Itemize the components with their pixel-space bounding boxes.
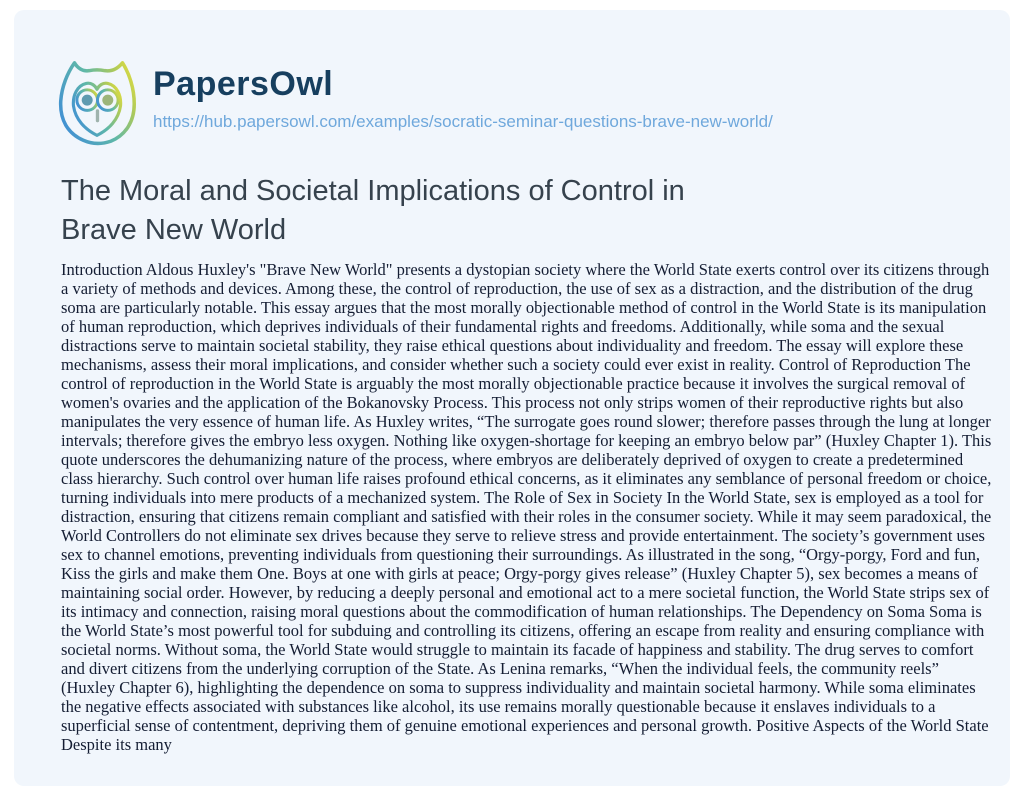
document-title: The Moral and Societal Implications of Control in Brave New World [61,175,685,246]
papersowl-logo [47,55,147,153]
document-card [14,10,1010,786]
source-url-link[interactable]: https://hub.papersowl.com/examples/socratic-seminar-questions-brave-new-world/ [153,112,773,131]
site-header [47,55,773,153]
brand-name: PapersOwl [153,65,334,103]
brand-block [153,55,773,132]
owl-icon [47,55,147,153]
document-body-text: Introduction Aldous Huxley's "Brave New World" presents a dystopian society where the World State exerts control over its citizens through a variety of methods and devices. Among these, the control of reproduction, the use of sex as a distraction, and the distribution of the drug soma are particularly notable. This essay argues that the most morally objectionable method of control in the World State is its manipulation of human reproduction, which deprives individuals of their fundamental rights and freedoms. Additionally, while soma and the sexual distractions serve to maintain societal stability, they raise ethical questions about individuality and freedom. The essay will explore these mechanisms, assess their moral implications, and consider whether such a society could ever exist in reality. Control of Reproduction The control of reproduction in the World State is arguably the most morally objectionable practice because it involves the surgical removal of women's ovaries and the application of the Bokanovsky Process. This process not only strips women of their reproductive rights but also manipulates the very essence of human life. As Huxley writes, “The surrogate goes round slower; therefore passes through the lung at longer intervals; therefore gives the embryo less oxygen. Nothing like oxygen-shortage for keeping an embryo below par” (Huxley Chapter 1). This quote underscores the dehumanizing nature of the process, where embryos are deliberately deprived of oxygen to create a predetermined class hierarchy. Such control over human life raises profound ethical concerns, as it eliminates any semblance of personal freedom or choice, turning individuals into mere products of a mechanized system. The Role of Sex in Society In the World State, sex is employed as a tool for distraction, ensuring that citizens remain compliant and satisfied with their roles in the consumer society. While it may seem paradoxical, the World Controllers do not eliminate sex drives because they serve to relieve stress and provide entertainment. The society’s government uses sex to channel emotions, preventing individuals from questioning their surroundings. As illustrated in the song, “Orgy-porgy, Ford and fun, Kiss the girls and make them One. Boys at one with girls at peace; Orgy-porgy gives release” (Huxley Chapter 5), sex becomes a means of maintaining social order. However, by reducing a deeply personal and emotional act to a mere societal function, the World State strips sex of its intimacy and connection, raising moral questions about the commodification of human relationships. The Dependency on Soma Soma is the World State’s most powerful tool for subduing and controlling its citizens, offering an escape from reality and ensuring compliance with societal norms. Without soma, the World State would struggle to maintain its facade of happiness and stability. The drug serves to comfort and divert citizens from the underlying corruption of the State. As Lenina remarks, “When the individual feels, the community reels” (Huxley Chapter 6), highlighting the dependence on soma to suppress individuality and maintain societal harmony. While soma eliminates the negative effects associated with substances like alcohol, its use remains morally questionable because it enslaves individuals to a superficial sense of contentment, depriving them of genuine emotional experiences and personal growth. Positive Aspects of the World State Despite its many [61,260,992,754]
